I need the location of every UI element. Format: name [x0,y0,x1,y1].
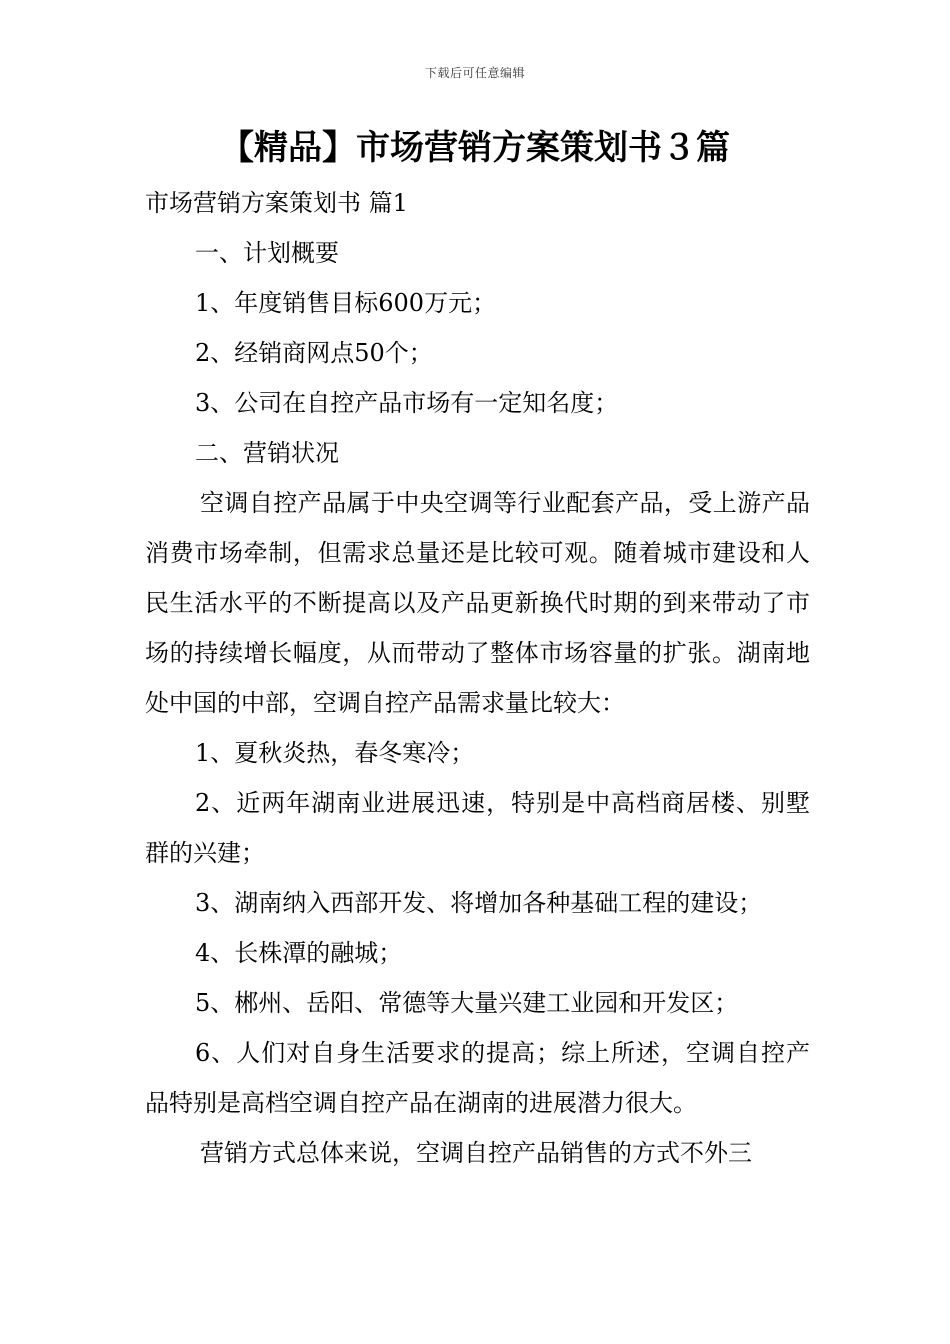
section2-heading: 二、营销状况 [195,439,339,467]
document-title: 【精品】市场营销方案策划书３篇 [220,128,730,168]
section2-item-5: 5、郴州、岳阳、常德等大量兴建工业园和开发区； [195,989,739,1017]
section2-paragraph-2: 营销方式总体来说，空调自控产品销售的方式不外三 [200,1139,752,1167]
section2-item-6: 6、人们对自身生活要求的提高；综上所述，空调自控产品特别是高档空调自控产品在湖南的进展潜力很大。 [145,1039,810,1117]
section1-item-2: 2、经销商网点50个； [195,339,433,367]
section2-item-1: 1、夏秋炎热，春冬寒冷； [195,739,475,767]
section1-heading: 一、计划概要 [195,239,339,267]
document-body [145,178,810,1178]
section1-item-3: 3、公司在自控产品市场有一定知名度； [195,389,619,417]
section2-item-2: 2、近两年湖南业进展迅速，特别是中高档商居楼、别墅群的兴建； [145,789,810,867]
section-subtitle: 市场营销方案策划书 篇1 [145,189,408,217]
section2-item-4: 4、长株潭的融城； [195,939,403,967]
section2-paragraph-1: 空调自控产品属于中央空调等行业配套产品，受上游产品消费市场牵制，但需求总量还是比较可观。随着城市建设和人民生活水平的不断提高以及产品更新换代时期的到来带动了市场的持续增长幅度，从而带动了整体市场容量的扩张。湖南地处中国的中部，空调自控产品需求量比较大： [145,489,810,717]
section2-item-3: 3、湖南纳入西部开发、将增加各种基础工程的建设； [195,889,763,917]
header-note: 下载后可任意编辑 [424,66,525,80]
section1-item-1: 1、年度销售目标600万元； [195,289,497,317]
